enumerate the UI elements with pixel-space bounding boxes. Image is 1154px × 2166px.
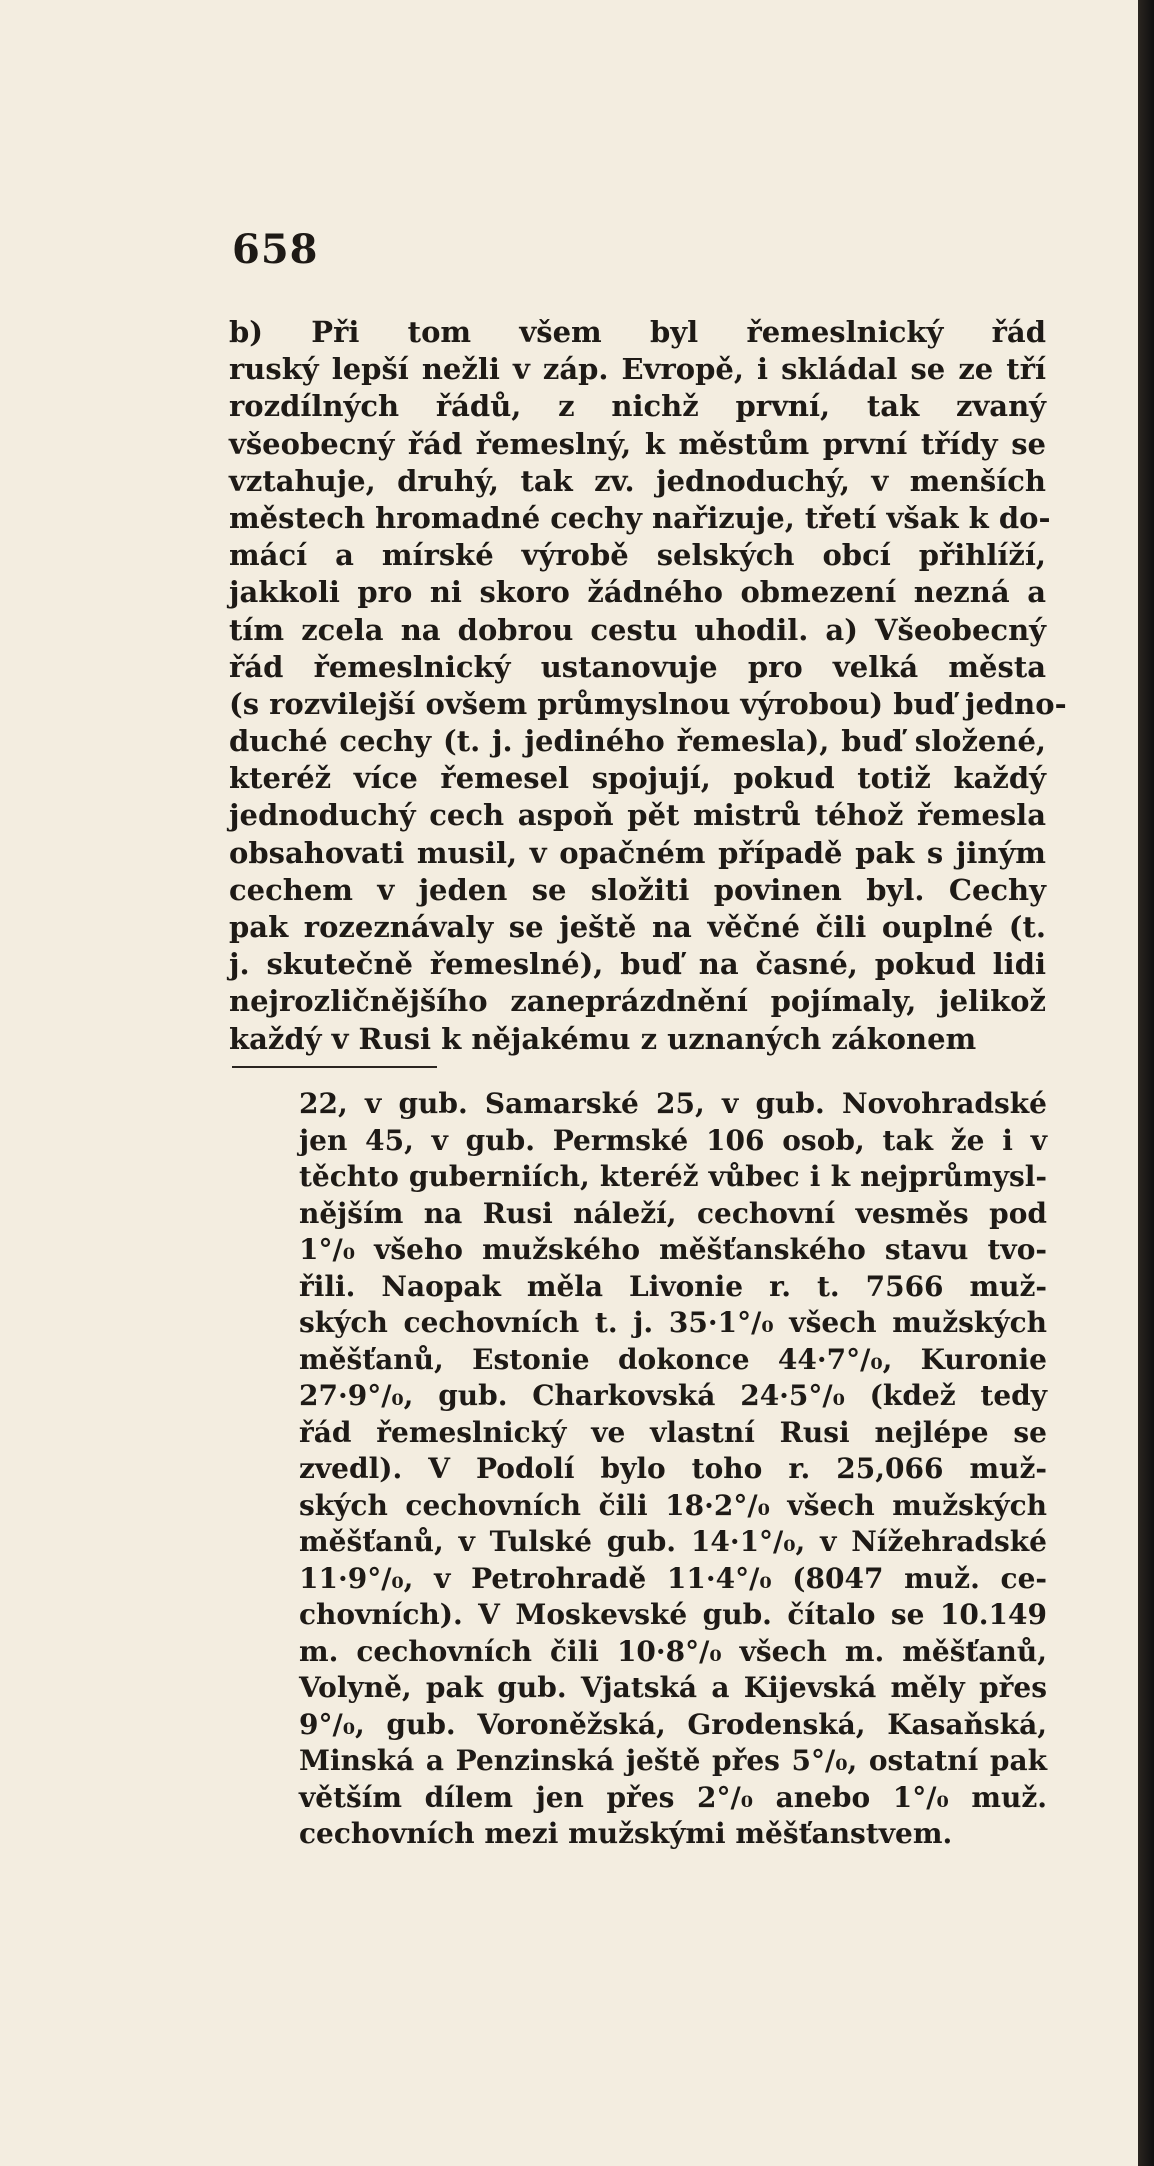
footnote-line: cechovních mezi mužskými měšťanstvem. [299, 1817, 953, 1850]
text-line: obsahovati musil, v opačném případě pak s jiným [229, 835, 1046, 870]
page-number: 658 [232, 226, 319, 273]
footnote-line: ských cechovních t. j. 35·1°/₀ všech mužských [299, 1306, 1047, 1339]
footnote-line: 22, v gub. Samarské 25, v gub. Novohradské [299, 1087, 1047, 1120]
text-line: duché cechy (t. j. jediného řemesla), buď složené, [229, 724, 1046, 759]
text-line: kteréž více řemesel spojují, pokud totiž každý [229, 761, 1046, 796]
footnote-line: zvedl). V Podolí bylo toho r. 25,066 muž- [299, 1452, 1047, 1485]
footnote-line: 11·9°/₀, v Petrohradě 11·4°/₀ (8047 muž. ce- [299, 1561, 1047, 1595]
footnote-line: 27·9°/₀, gub. Charkovská 24·5°/₀ (kdež tedy [299, 1379, 1047, 1412]
footnote-block [299, 1086, 1047, 1853]
text-line: cechem v jeden se složiti povinen byl. Cechy [229, 872, 1046, 907]
text-line: mácí a mírské výrobě selských obcí přihlíží, [229, 538, 1046, 573]
text-line: ruský lepší nežli v záp. Evropě, i skládal se ze tří [229, 352, 1046, 387]
footnote-line: měšťanů, Estonie dokonce 44·7°/₀, Kuronie [299, 1342, 1047, 1376]
text-line: nejrozličnějšího zaneprázdnění pojímaly, jelikož [229, 984, 1046, 1019]
footnote-line: ských cechovních čili 18·2°/₀ všech mužských [299, 1488, 1047, 1522]
footnote-line: Minská a Penzinská ještě přes 5°/₀, ostatní pak [299, 1744, 1047, 1777]
footnote-line: řád řemeslnický ve vlastní Rusi nejlépe se [299, 1415, 1047, 1449]
footnote-line: těchto guberniích, kteréž vůbec i k nejprůmysl- [299, 1160, 1047, 1193]
text-line: všeobecný řád řemeslný, k městům první třídy se [229, 426, 1046, 461]
footnote-separator [232, 1066, 437, 1068]
text-line: tím zcela na dobrou cestu uhodil. a) Všeobecný [229, 612, 1046, 647]
footnote-line: Volyně, pak gub. Vjatská a Kijevská měly přes [299, 1671, 1047, 1704]
text-line: rozdílných řádů, z nichž první, tak zvaný [229, 389, 1046, 424]
text-line: městech hromadné cechy nařizuje, třetí však k do- [229, 500, 1051, 535]
book-edge [1138, 0, 1154, 2166]
text-line: pak rozeznávaly se ještě na věčné čili ouplné (t. [229, 910, 1046, 944]
footnote-line: nějším na Rusi náleží, cechovní vesměs pod [299, 1196, 1047, 1230]
footnote-line: řili. Naopak měla Livonie r. t. 7566 muž- [299, 1269, 1047, 1303]
text-line: jakkoli pro ni skoro žádného obmezení nezná a [229, 575, 1046, 610]
text-line: vztahuje, druhý, tak zv. jednoduchý, v menších [229, 463, 1046, 498]
text-line: řád řemeslnický ustanovuje pro velká města [229, 649, 1046, 684]
footnote-line: jen 45, v gub. Permské 106 osob, tak že i v [299, 1123, 1047, 1157]
footnote-line: chovních). V Moskevské gub. čítalo se 10.149 [299, 1598, 1047, 1631]
text-line: b) Při tom všem byl řemeslnický řád [229, 315, 1046, 349]
text-line: j. skutečně řemeslné), buď na časné, pokud lidi [229, 947, 1046, 982]
footnote-line: m. cechovních čili 10·8°/₀ všech m. měšťanů, [299, 1634, 1047, 1668]
main-text-block [229, 314, 1067, 1058]
footnote-line: 9°/₀, gub. Voroněžská, Grodenská, Kasaňská, [299, 1707, 1047, 1741]
text-line: každý v Rusi k nějakému z uznaných zákonem [229, 1021, 977, 1056]
text-line: (s rozvilejší ovšem průmyslnou výrobou) buď jedno- [229, 686, 1067, 721]
footnote-line: měšťanů, v Tulské gub. 14·1°/₀, v Nížehradské [299, 1525, 1047, 1558]
footnote-line: větším dílem jen přes 2°/₀ anebo 1°/₀ muž. [299, 1780, 1047, 1814]
text-line: jednoduchý cech aspoň pět mistrů téhož řemesla [229, 798, 1046, 833]
footnote-line: 1°/₀ všeho mužského měšťanského stavu tvo- [299, 1233, 1047, 1266]
